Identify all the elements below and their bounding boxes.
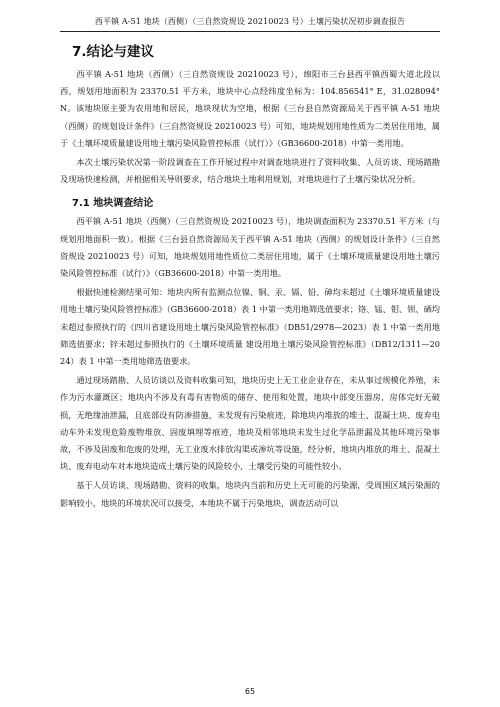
section-paragraph-2: 本次土壤污染状况第一阶段调查在工作开展过程中对调查地块进行了资料收集、人员访谈、现场踏勘及现场快速检测，并根据相关导则要求，结合地块土地利用规划，对地块进行了土壤污染状况分析。 [60, 157, 440, 185]
subsection-title: 7.1 地块调查结论 [72, 198, 154, 210]
section-paragraph-1: 西平镇 A-51 地块（西侧）（三自然资规设 20210023 号），绵阳市三台县西平镇西蜀大道北段以西，规划用地面积为 23370.51 平方米，地块中心点经纬度坐标为：104.856541° E，31.028094° N。该地块原主要为农用地和居民，地块现状为空地，根据《三台县自然资源局关于西平镇 A-51 地块（西侧）的规划设计条件》（三自然资规设 20210023 号）可知，地块规划用地性质为二类居住用地，属于《土壤环境质量建设用地土壤污染风险管控标准（试行）》（GB36600-2018）中第一类用地。 [60, 69, 440, 148]
subsection-paragraph-4: 基于人员访谈、现场踏勘、资料的收集，地块内当前和历史上无可能的污染源，受周围区域污染源的影响较小，地块的环境状况可以接受，本地块不属于污染地块，调查活动可以 [60, 480, 440, 508]
subsection-paragraph-1: 西平镇 A-51 地块（西侧）（三自然资规设 20210023 号），地块调查面积为 23370.51 平方米（与规划用地面积一致）。根据《三台县自然资源局关于西平镇 A-51 地块（西侧）的规划设计条件》（三自然资规设 20210023 号）可知，地块规划用地性质位二类居住用地，属于《土壤环境质量建设用地土壤污染风险管控标准（试行）》（GB36600-2018）中第一类用地。 [60, 216, 440, 279]
section-title: 7.结论与建议 [72, 44, 155, 60]
subsection-paragraph-2: 根据快速检测结果可知：地块内所有监测点位镍、铜、汞、镉、铅、砷均未超过《土壤环境质量建设用地土壤污染风险管控标准》（GB36600-2018）表 1 中第一类用地筛选值要求；铬、锰、钼、钡、硒均未超过参照执行的《四川省建设用地土壤污染风险管控标准》（DB51/2978—2023）表 1 中第一类用地筛选值要求；锌未超过参照执行的《土壤环境质量 建设用地土壤污染风险管控标准》（DB12/1311—2024）表 1 中第一类用地筛选值要求。 [60, 287, 440, 367]
page-number: 65 [244, 687, 256, 696]
subsection-paragraph-3: 通过现场踏勘、人员访谈以及资料收集可知，地块历史上无工业企业存在，未从事过规模化养殖，未作为污水灌溉区；地块内不涉及有毒有害物质的储存、使用和处置，地块中部变压器房，房体完好无破损，无绝缘油泄漏，且底部设有防渗措施，未发现有污染痕迹，除地块内堆放的堆土、混凝土块、废弃电动车外未发现危险废物堆放、固废填埋等痕迹，地块及相邻地块未发生过化学品泄漏及其他环境污染事故，不涉及固废和危废的处理，无工业废水排放沟渠或渗坑等设施，经分析，地块内堆放的堆土、混凝土块、废弃电动车对本地块造成土壤污染的风险较小，土壤受污染的可能性较小。 [60, 375, 440, 472]
page-content [60, 40, 440, 514]
page-header: 西平镇 A-51 地块（西侧）（三自然资规设 20210023 号）土壤污染状况初步调查报告 [60, 16, 440, 32]
